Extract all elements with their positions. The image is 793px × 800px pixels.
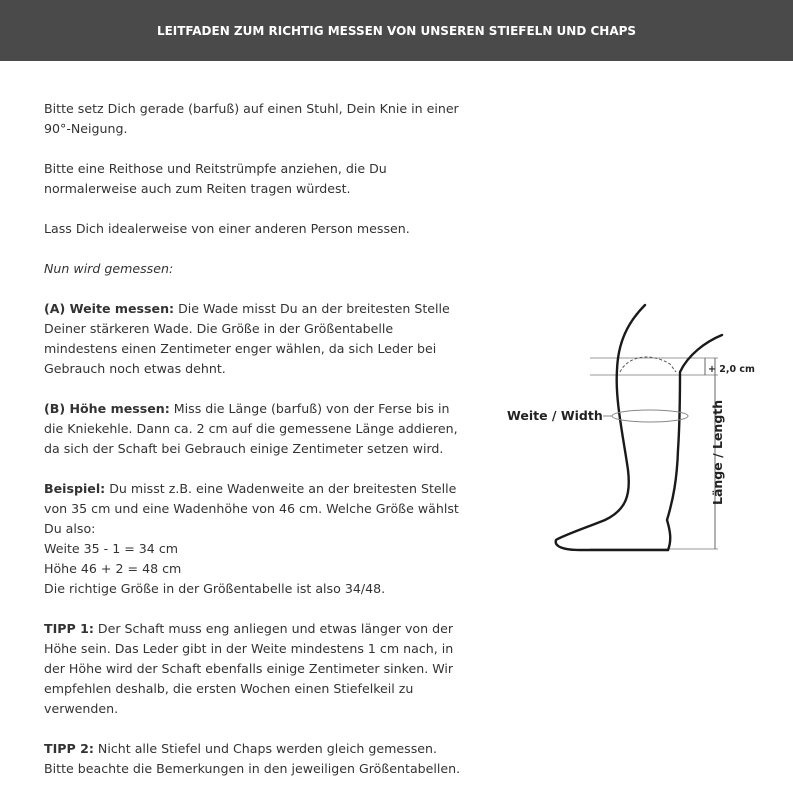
intro-paragraph-1: Bitte setz Dich gerade (barfuß) auf einen Stuhl, Dein Knie in einer 90°-Neigung. bbox=[44, 101, 459, 136]
boot-outline bbox=[556, 305, 722, 550]
beispiel-result: Die richtige Größe in der Größentabelle ist also 34/48. bbox=[44, 581, 386, 596]
beispiel-calc-hoehe: Höhe 46 + 2 = 48 cm bbox=[44, 561, 182, 576]
tipp1-label: TIPP 1: bbox=[44, 621, 94, 636]
boot-measure-diagram bbox=[500, 300, 770, 560]
length-label: Länge / Length bbox=[710, 399, 725, 505]
weite-section bbox=[44, 299, 464, 379]
measure-heading: Nun wird gemessen: bbox=[44, 261, 174, 276]
intro-paragraph-4 bbox=[44, 259, 464, 279]
tipp2-section bbox=[44, 739, 464, 779]
weite-text: Die Wade misst Du an der breitesten Stelle Deiner stärkeren Wade. Die Größe in der Größentabelle mindestens einen Zentimeter enger wählen, da sich Leder bei Gebrauch noch etwas dehnt. bbox=[44, 301, 450, 376]
width-label: Weite / Width bbox=[507, 408, 603, 423]
extra-height-curve bbox=[620, 357, 676, 372]
tipp2-label: TIPP 2: bbox=[44, 741, 94, 756]
hoehe-text: Miss die Länge (barfuß) von der Ferse bis in die Kniekehle. Dann ca. 2 cm auf die gemessene Länge addieren, da sich der Schaft bei Gebrauch einige Zentimeter setzen wird. bbox=[44, 401, 458, 456]
hoehe-label: (B) Höhe messen: bbox=[44, 401, 170, 416]
beispiel-text: Du misst z.B. eine Wadenweite an der breitesten Stelle von 35 cm und eine Wadenhöhe von 46 cm. Welche Größe wählst Du also: bbox=[44, 481, 459, 536]
page-title: LEITFADEN ZUM RICHTIG MESSEN VON UNSEREN STIEFELN UND CHAPS bbox=[156, 23, 637, 38]
tipp2-text: Nicht alle Stiefel und Chaps werden gleich gemessen. Bitte beachte die Bemerkungen in den jeweiligen Größentabellen. bbox=[44, 741, 461, 776]
header-bar bbox=[0, 0, 793, 61]
hoehe-section bbox=[44, 399, 464, 459]
beispiel-calc-weite: Weite 35 - 1 = 34 cm bbox=[44, 541, 179, 556]
beispiel-section bbox=[44, 479, 464, 599]
instructions bbox=[44, 99, 464, 799]
extra-height-label: + 2,0 cm bbox=[708, 364, 755, 375]
width-ellipse bbox=[612, 410, 688, 422]
intro-paragraph-3: Lass Dich idealerweise von einer anderen Person messen. bbox=[44, 221, 410, 236]
weite-label: (A) Weite messen: bbox=[44, 301, 175, 316]
beispiel-label: Beispiel: bbox=[44, 481, 106, 496]
tipp1-text: Der Schaft muss eng anliegen und etwas länger von der Höhe sein. Das Leder gibt in der Weite mindestens 1 cm nach, in der Höhe wird der Schaft ebenfalls einige Zentimeter sinken. Wir empfehlen deshalb, die ersten Wochen einen Stiefelkeil zu verwenden. bbox=[44, 621, 454, 716]
intro-paragraph-2: Bitte eine Reithose und Reitstrümpfe anziehen, die Du normalerweise auch zum Reiten tragen würdest. bbox=[44, 161, 387, 196]
tipp1-section bbox=[44, 619, 464, 719]
